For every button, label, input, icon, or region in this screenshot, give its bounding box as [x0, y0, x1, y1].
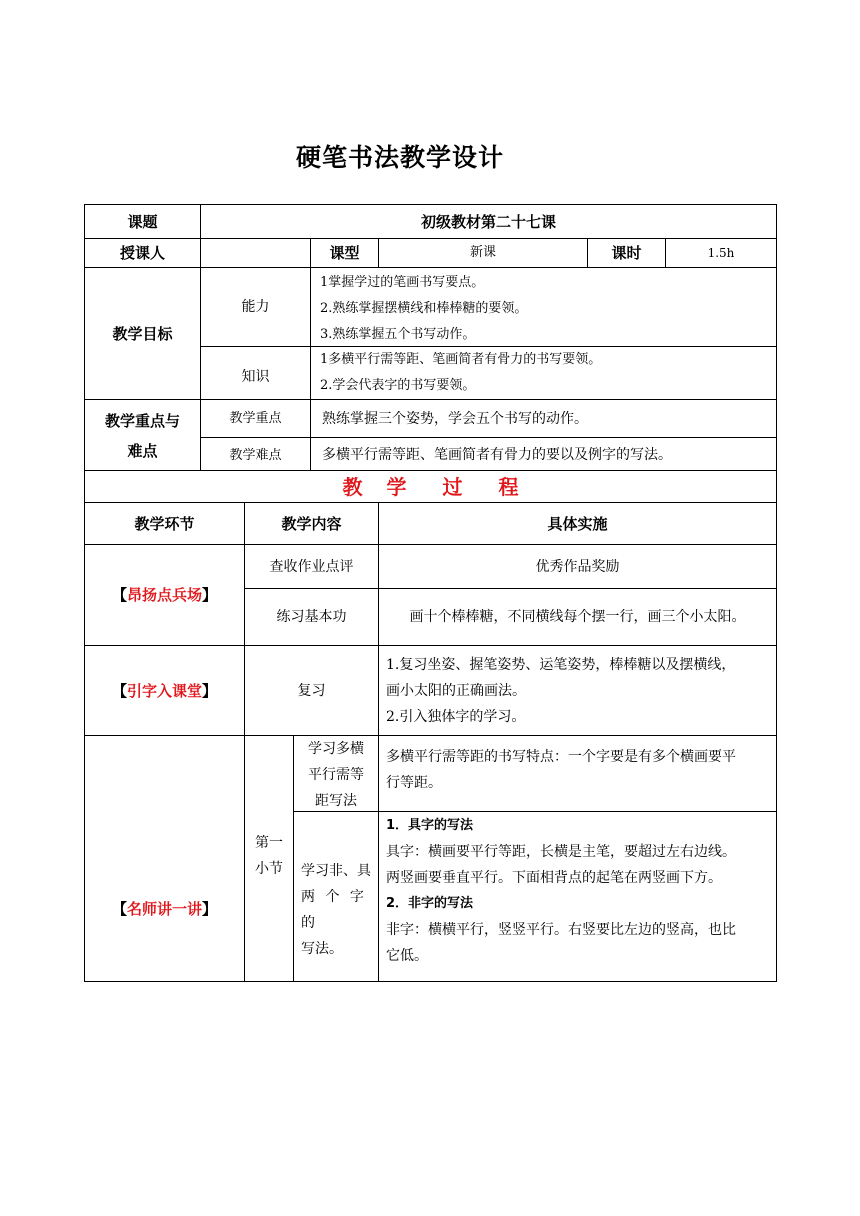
- stage3-name-text: 名师讲一讲: [126, 899, 202, 918]
- focus-label: 教学重点: [229, 410, 282, 426]
- difficulty-label: 教学难点: [229, 448, 282, 463]
- process-title-char: 教: [342, 474, 363, 499]
- topic-value: 初级教材第二十七课: [420, 212, 556, 231]
- ability-items: [320, 270, 776, 346]
- section-label: [245, 736, 293, 981]
- process-title: [85, 471, 776, 502]
- sub2-content-line: 两 个 字 的: [301, 889, 367, 931]
- sub1-impl-line: 行等距。: [386, 775, 442, 791]
- col-stage-header: 教学环节: [134, 514, 195, 533]
- type-value: 新课: [469, 245, 496, 260]
- ability-item: 1掌握学过的笔画书写要点。: [320, 275, 485, 290]
- stage2-name: [85, 646, 244, 735]
- stage3-name: [85, 736, 244, 981]
- hours-value: 1.5h: [707, 246, 735, 260]
- stage2-impl-line: 画小太阳的正确画法。: [386, 683, 526, 699]
- stage2-impl-line: 1.复习坐姿、握笔姿势、运笔姿势，棒棒糖以及摆横线，: [386, 657, 736, 673]
- sub1-content-line: 学习多横: [308, 741, 364, 757]
- stage1-name-text: 昂扬点兵场: [126, 586, 202, 604]
- sub2-content-line: 写法。: [301, 941, 343, 957]
- stage1-row1-content: 查收作业点评: [269, 558, 354, 575]
- goals-label: 教学目标: [112, 324, 173, 343]
- sub2-content: [301, 858, 377, 957]
- ability-item: 3.熟练掌握五个书写动作。: [320, 327, 476, 342]
- bracket-open: 【: [111, 681, 127, 700]
- sub1-content: [294, 736, 378, 811]
- focus-value: 熟练掌握三个姿势，学会五个书写的动作。: [322, 410, 588, 427]
- knowledge-label: 知识: [241, 369, 270, 385]
- sub2-impl-line: 具字：横画要平行等距，长横是主笔，要超过左右边线。: [386, 844, 736, 860]
- document-title: 硬笔书法教学设计: [295, 143, 504, 172]
- stage2-name-text: 引字入课堂: [126, 681, 202, 700]
- bracket-close: 】: [202, 681, 218, 700]
- stage2-impl-line: 2.引入独体字的学习。: [386, 709, 526, 725]
- teacher-value: [201, 239, 310, 267]
- type-label: 课型: [329, 244, 360, 262]
- sub2-impl-heading: 1．具字的写法: [386, 818, 474, 833]
- bracket-close: 】: [202, 586, 218, 604]
- topic-label: 课题: [127, 212, 158, 231]
- ability-label: 能力: [241, 299, 270, 315]
- keypoints-label-line: 教学重点与: [104, 412, 180, 430]
- knowledge-items: [320, 347, 776, 399]
- knowledge-item: 1多横平行需等距、笔画简者有骨力的书写要领。: [320, 352, 602, 367]
- sub1-content-line: 距写法: [315, 793, 357, 809]
- process-title-char: 过: [442, 474, 463, 499]
- stage1-row2-content: 练习基本功: [276, 609, 347, 625]
- sub1-content-line: 平行需等: [308, 767, 364, 783]
- section-label-line: 小节: [255, 861, 283, 877]
- stage2-impl: [386, 652, 776, 732]
- knowledge-item: 2.学会代表字的书写要领。: [320, 378, 476, 393]
- section-label-line: 第一: [255, 835, 283, 851]
- sub2-impl-line: 非字：横横平行，竖竖平行。右竖要比左边的竖高，也比: [386, 922, 736, 938]
- sub2-impl: [386, 813, 776, 979]
- bracket-open: 【: [111, 899, 127, 918]
- ability-item: 2.熟练掌握摆横线和棒棒糖的要领。: [320, 301, 528, 316]
- stage1-row1-impl: 优秀作品奖励: [535, 558, 620, 575]
- sub2-impl-line: 两竖画要垂直平行。下面相背点的起笔在两竖画下方。: [386, 870, 722, 886]
- stage2-content: 复习: [297, 682, 326, 699]
- sub2-content-line: 学习非、具: [301, 863, 371, 879]
- process-title-char: 学: [386, 474, 407, 499]
- keypoints-label: [85, 406, 200, 466]
- keypoints-label-line: 难点: [127, 442, 158, 460]
- col-content-header: 教学内容: [281, 514, 342, 533]
- sub2-impl-heading: 2．非字的写法: [386, 896, 474, 911]
- bracket-close: 】: [202, 899, 218, 918]
- stage1-row2-impl: 画十个棒棒糖，不同横线每个摆一行，画三个小太阳。: [409, 609, 746, 625]
- hours-label: 课时: [611, 244, 642, 262]
- sub2-impl-line: 它低。: [386, 948, 428, 964]
- sub1-impl: [386, 744, 776, 811]
- bracket-open: 【: [111, 586, 127, 604]
- sub1-impl-line: 多横平行需等距的书写特点：一个字要是有多个横画要平: [386, 749, 736, 765]
- col-impl-header: 具体实施: [547, 514, 608, 533]
- process-title-char: 程: [498, 474, 519, 499]
- teacher-label: 授课人: [119, 244, 165, 262]
- stage1-name: [85, 545, 244, 645]
- difficulty-value: 多横平行需等距、笔画简者有骨力的要以及例字的写法。: [322, 447, 672, 463]
